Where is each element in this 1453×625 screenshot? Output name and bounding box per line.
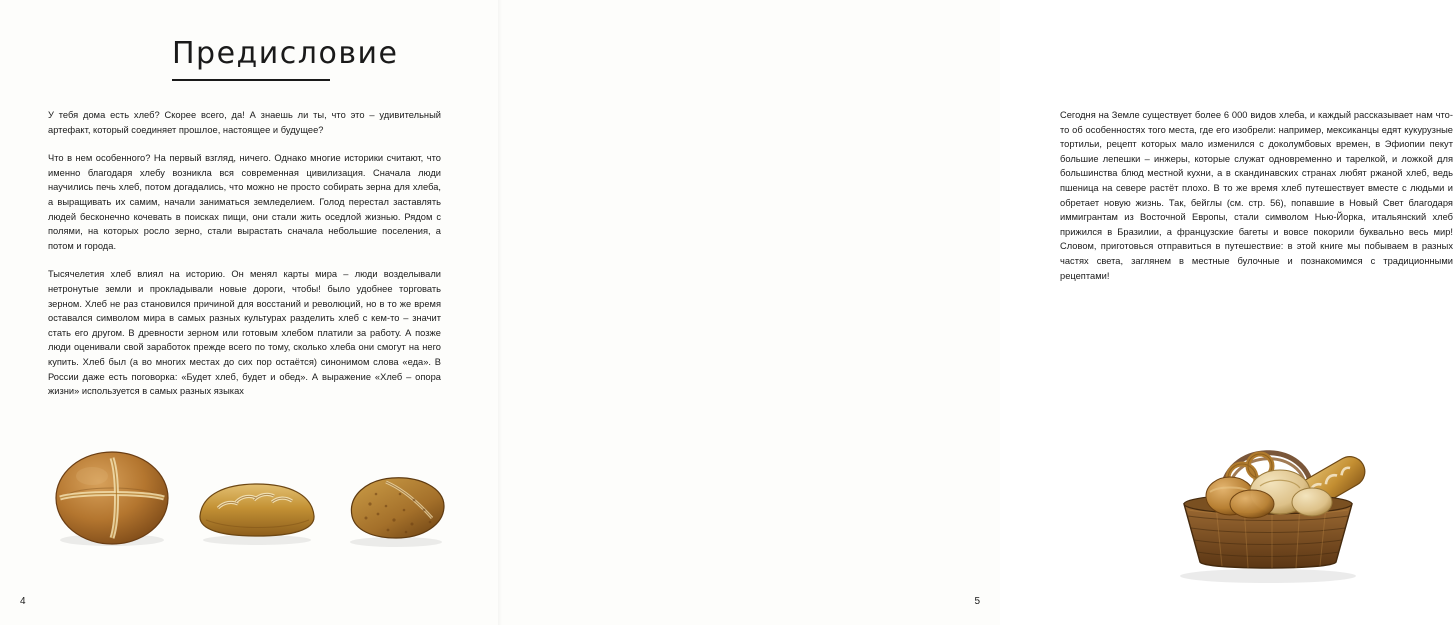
right-page	[500, 0, 1453, 625]
left-column-text	[48, 108, 441, 413]
round-loaf-illustration	[48, 448, 176, 548]
bread-basket-illustration	[1160, 400, 1380, 585]
baguette-loaf-illustration	[192, 472, 322, 548]
paragraph: Что в нем особенного? На первый взгляд, ничего. Однако многие историки считают, что именно благодаря хлебу возникла вся современная цивилизация. Сначала люди научились печь хлеб, потом догадались, что можно не просто собирать зерна для хлеба, а выращивать их самим, начали заниматься земледелием. Голод перестал заставлять людей бесконечно кочевать в поисках пищи, они стали жить оседлой жизнью. Рядом с полями, на которых росло зерно, стали вырастать сначала небольшие поселения, а потом и города.	[48, 153, 441, 251]
page-title: Предисловие	[172, 36, 399, 71]
paragraph: У тебя дома есть хлеб? Скорее всего, да! А знаешь ли ты, что это – удивительный артефакт, который соединяет прошлое, настоящее и будущее?	[48, 110, 441, 135]
page-number-left: 4	[20, 596, 26, 607]
flatbread-illustration	[340, 470, 452, 550]
page-number-right: 5	[974, 596, 980, 607]
page-title-underline	[172, 79, 330, 81]
paragraph: Сегодня на Земле существует более 6 000 видов хлеба, и каждый рассказывает нам что-то об особенностях того места, где его изобрели: например, мексиканцы едят кукурузные тортильи, рецепт которых мало изменился с доколумбовых времен, в Эфиопии пекут большие лепешки – инжеры, которые служат одновременно и тарелкой, и ложкой для большинства блюд местной кухни, а в скандинавских странах любят ржаной хлеб, ведь пшеница на севере растёт плохо. В то же время хлеб путешествует вместе с людьми и обретает новую жизнь. Так, бейглы (см. стр. 56), попавшие в Новый Свет благодаря иммигрантам из Восточной Европы, стали символом Нью-Йорка, итальянский хлеб прижился в Бразилии, а французские багеты и вовсе покорили буквально весь мир! Словом, приготовься отправиться в путешествие: в этой книге мы побываем в разных частях света, заглянем в местные булочные и познакомимся с традиционными рецептами!	[1060, 110, 1453, 281]
paragraph: Тысячелетия хлеб влиял на историю. Он менял карты мира – люди возделывали нетронутые земли и прокладывали новые дороги, чтобы! было удобнее торговать зерном. Хлеб не раз становился причиной для восстаний и революций, но в то же время оставался символом мира в самых разных культурах разделить хлеб с кем-то – значит стать его другом. В древности зерном или готовым хлебом платили за работу. А позже люди оценивали свой заработок прежде всего по тому, сколько хлеба они смогут на него купить. Хлеб был (а во многих местах до сих пор остаётся) синонимом слова «еда». В России даже есть поговорка: «Будет хлеб, будет и обед». А выражение «Хлеб – опора жизни» используется в самых разных языках	[48, 269, 441, 397]
right-column-text	[1060, 108, 1453, 297]
left-page	[0, 0, 500, 625]
